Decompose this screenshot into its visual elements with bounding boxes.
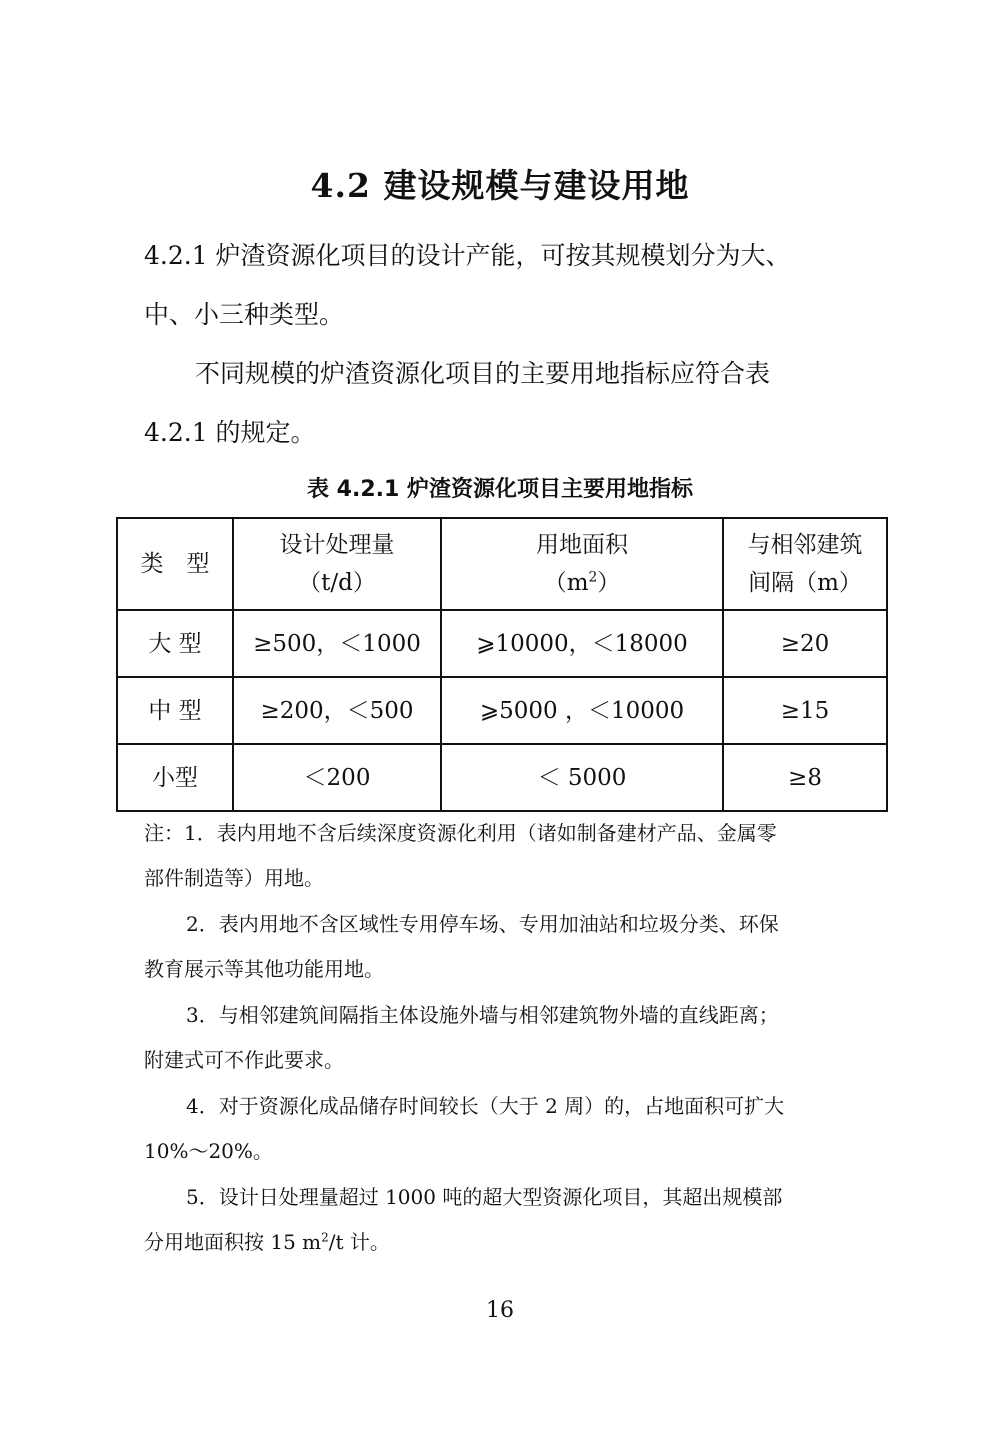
header-spacing-unit: 间隔（m） <box>748 570 862 596</box>
table-row <box>117 610 887 677</box>
cell-area: ＜ 5000 <box>441 744 723 811</box>
header-spacing-label: 与相邻建筑 <box>747 532 863 558</box>
cell-area: ⩾5000 ，＜10000 <box>441 677 723 744</box>
note-5-line-2: 分用地面积按 15 $m^2/t$ 计。 <box>144 1230 390 1254</box>
header-capacity-unit: （t/d） <box>298 570 376 596</box>
note-4-line-2: 10%～20%。 <box>144 1139 273 1163</box>
land-use-table <box>116 517 888 812</box>
table-row <box>117 744 887 811</box>
header-area-unit: $(m^2)$ <box>543 569 621 596</box>
cell-capacity: ≥500，＜1000 <box>233 610 441 677</box>
cell-capacity: ≥200，＜500 <box>233 677 441 744</box>
note-1-line-2: 部件制造等）用地。 <box>144 866 324 890</box>
table-row <box>117 677 887 744</box>
cell-spacing: ≥15 <box>723 677 887 744</box>
cell-type: 小型 <box>117 744 233 811</box>
cell-capacity: ＜200 <box>233 744 441 811</box>
clause-4-2-1-line-2: 中、小三种类型。 <box>144 300 345 329</box>
section-title: 4.2 建设规模与建设用地 <box>310 166 690 205</box>
note-1-line-1: 注：1．表内用地不含后续深度资源化利用（诸如制备建材产品、金属零 <box>144 821 777 845</box>
header-type <box>117 518 233 610</box>
note-5-line-1: 5．设计日处理量超过 1000 吨的超大型资源化项目，其超出规模部 <box>186 1185 783 1209</box>
note-3-line-1: 3．与相邻建筑间隔指主体设施外墙与相邻建筑物外墙的直线距离； <box>186 1003 779 1027</box>
header-area-label: 用地面积 <box>536 532 628 558</box>
header-capacity <box>233 518 441 610</box>
header-area <box>441 518 723 610</box>
cell-type: 中 型 <box>117 677 233 744</box>
header-capacity-label: 设计处理量 <box>279 532 395 558</box>
cell-spacing: ≥8 <box>723 744 887 811</box>
note-2-line-2: 教育展示等其他功能用地。 <box>144 957 384 981</box>
note-2-line-1: 2．表内用地不含区域性专用停车场、专用加油站和垃圾分类、环保 <box>186 912 779 936</box>
note-4-line-1: 4．对于资源化成品储存时间较长（大于 2 周）的，占地面积可扩大 <box>186 1094 785 1118</box>
clause-paragraph-2-line-1: 不同规模的炉渣资源化项目的主要用地指标应符合表 <box>195 359 771 388</box>
cell-area: ⩾10000，＜18000 <box>441 610 723 677</box>
header-type-label: 类 型 <box>140 551 210 577</box>
table-caption: 表 4.2.1 炉渣资源化项目主要用地指标 <box>307 477 693 502</box>
cell-type: 大 型 <box>117 610 233 677</box>
clause-paragraph-2-line-2: 4.2.1 的规定。 <box>144 418 316 447</box>
clause-4-2-1-line-1: 4.2.1 炉渣资源化项目的设计产能，可按其规模划分为大、 <box>144 241 791 270</box>
table-header-row <box>117 518 887 610</box>
cell-spacing: ≥20 <box>723 610 887 677</box>
note-3-line-2: 附建式可不作此要求。 <box>144 1048 344 1072</box>
page-number: 16 <box>486 1298 514 1323</box>
header-spacing <box>723 518 887 610</box>
